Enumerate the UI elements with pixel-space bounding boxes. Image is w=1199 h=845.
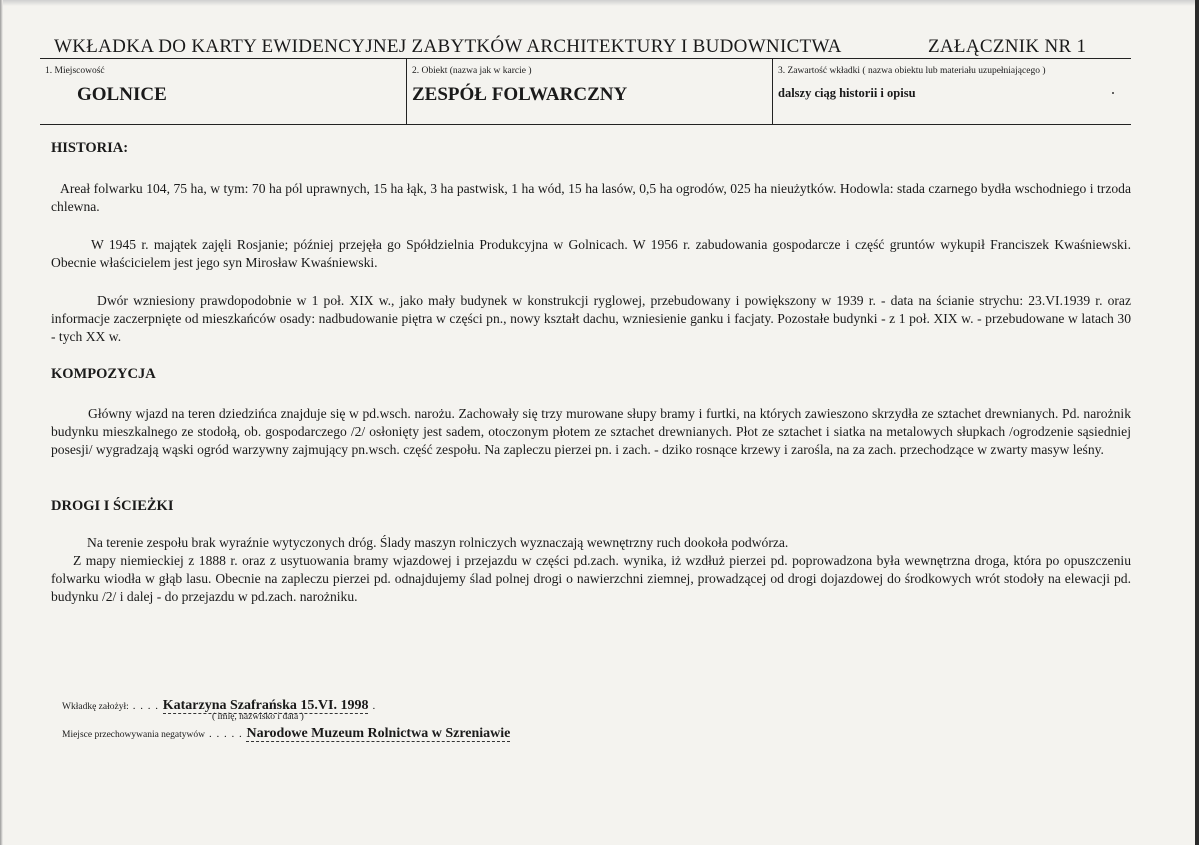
- field-locality-label: 1. Miejscowość: [45, 66, 105, 76]
- heading-kompozycja: KOMPOZYCJA: [51, 366, 156, 382]
- compiled-label: Wkładkę założył:: [62, 702, 129, 712]
- historia-paragraph-1: Areał folwarku 104, 75 ha, w tym: 70 ha pól uprawnych, 15 ha łąk, 3 ha pastwisk, 1 ha wód, 15 ha lasów, 0,5 ha ogrodów, 025 ha nieużytków. Hodowla: stada czarnego bydła wschodniego i trzoda chlewna.: [51, 181, 1131, 214]
- compiled-leader-end: .: [372, 700, 377, 712]
- footer-negatives: [62, 724, 510, 742]
- annex-label: ZAŁĄCZNIK NR 1: [928, 36, 1087, 57]
- field-contents-value: dalszy ciąg historii i opisu: [778, 86, 916, 100]
- heading-drogi: DROGI I ŚCIEŻKI: [51, 498, 174, 514]
- negatives-label: Miejsce przechowywania negatywów: [62, 730, 205, 740]
- field-object-value: ZESPÓŁ FOLWARCZNY: [412, 84, 628, 105]
- negatives-leader: . . . . .: [208, 728, 247, 740]
- compiled-leader: . . . .: [132, 700, 163, 712]
- heading-historia: HISTORIA:: [51, 140, 129, 156]
- field-object-label: 2. Obiekt (nazwa jak w karcie ): [412, 66, 532, 76]
- compiled-sublabel: ( imię, nazwisko i data ): [212, 712, 304, 722]
- drogi-paragraph-1: Na terenie zespołu brak wyraźnie wytyczonych dróg. Ślady maszyn rolniczych wyznaczają wewnętrzny ruch dookoła podwórza.: [87, 535, 789, 550]
- scan-edge-left: [0, 0, 3, 845]
- scan-edge-top: [0, 0, 1199, 6]
- form-title: WKŁADKA DO KARTY EWIDENCYJNEJ ZABYTKÓW ARCHITEKTURY I BUDOWNICTWA: [54, 36, 842, 57]
- field-contents: [772, 59, 1132, 124]
- drogi-paragraph-2: Z mapy niemieckiej z 1888 r. oraz z usytuowania bramy wjazdowej i przejazdu w części pd.zach. wynika, iż wzdłuż pierzei pd. poprowadzona była wewnętrzna droga, która po opuszczeniu folwarku wiodła w głąb lasu. Obecnie na zapleczu pierzei pd. odnajdujemy ślad polnej drogi o nawierzchni ziemnej, prowadzącej od drogi dojazdowej do środkowych wrót stodoły na elewacji pd. budynku /2/ i dalej - do przejazdu w pd.zach. narożniku.: [51, 553, 1131, 604]
- compiled-value: Katarzyna Szafrańska 15.VI. 1998: [162, 698, 369, 713]
- field-locality: [40, 59, 406, 124]
- scan-edge-right: [1195, 0, 1199, 845]
- header-divider: [40, 124, 1131, 125]
- historia-paragraph-2: W 1945 r. majątek zajęli Rosjanie; później przejęła go Spółdzielnia Produkcyjna w Golnicach. W 1956 r. zabudowania gospodarcze i część gruntów wykupił Franciszek Kwaśniewski. Obecnie właścicielem jest jego syn Mirosław Kwaśniewski.: [51, 237, 1131, 270]
- negatives-value: Narodowe Muzeum Rolnictwa w Szreniawie: [246, 726, 511, 741]
- historia-paragraph-3: Dwór wzniesiony prawdopodobnie w 1 poł. XIX w., jako mały budynek w konstrukcji ryglowej, przebudowany i powiększony w 1939 r. - data na ścianie strychu: 23.VI.1939 r. oraz informacje zaczerpnięte od mieszkańców osady: nadbudowanie piętra w części pn., nowy kształt dachu, wzniesienie ganku i facjaty. Pozostałe budynki - z 1 poł. XIX w. - przebudowane w latach 30 - tych XX w.: [51, 293, 1131, 344]
- kompozycja-paragraph-1: Główny wjazd na teren dziedzińca znajduje się w pd.wsch. narożu. Zachowały się trzy murowane słupy bramy i furtki, na których zawieszono skrzydła ze sztachet drewnianych. Pd. narożnik budynku mieszkalnego ze stodołą, ob. gospodarczego /2/ osłonięty jest sadem, otoczonym płotem ze sztachet drewnianych. Płot ze sztachet i siatka na metalowych słupkach /ogrodzenie sąsiedniej posesji/ wygradzają wąski ogród warzywny zajmujący pn.wsch. część zespołu. Na zapleczu pierzei pn. i zach. - dziko rosnące krzewy i zarośla, na za zach. przechodzące w zwarty masyw leśny.: [51, 406, 1131, 457]
- field-contents-label: 3. Zawartość wkładki ( nazwa obiektu lub materiału uzupełniającego ): [778, 66, 1046, 76]
- field-locality-value: GOLNICE: [77, 84, 167, 105]
- scan-speck: [1112, 92, 1114, 94]
- field-object: [406, 59, 773, 124]
